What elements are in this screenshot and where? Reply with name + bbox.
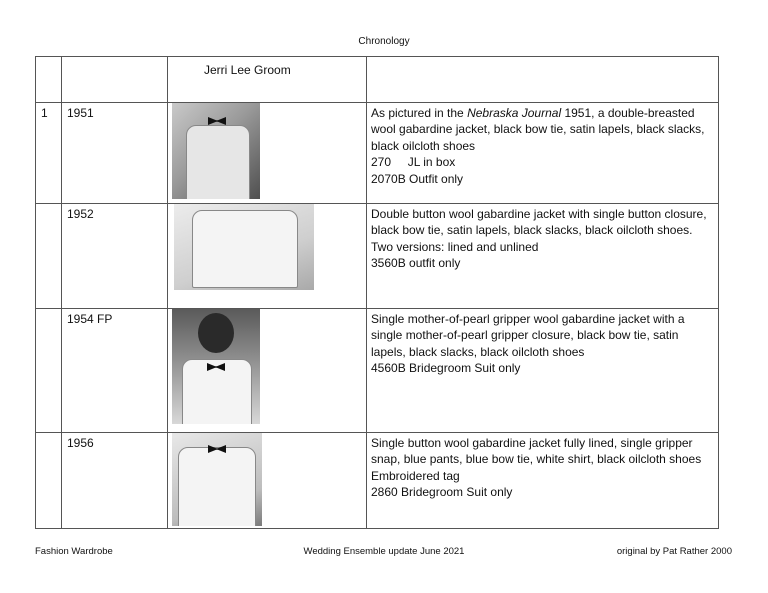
- row-description: [367, 433, 719, 529]
- groom-jacket-photo: [174, 204, 314, 290]
- row-number: 1: [36, 103, 62, 204]
- row-year: 1954 FP: [62, 309, 168, 433]
- row-number: [36, 309, 62, 433]
- page-header-title: Chronology: [358, 36, 410, 47]
- table-row: [36, 204, 719, 309]
- footer-right: original by Pat Rather 2000: [616, 546, 732, 557]
- desc-text: Double button wool gabardine jacket with single button closure, black bow tie, satin lapels, black slacks, black oilcloth shoes. Two versions: lined and unlined: [371, 207, 707, 254]
- table-header-row: [36, 57, 719, 103]
- row-year: 1951: [62, 103, 168, 204]
- desc-text-prefix: As pictured in the: [371, 106, 468, 120]
- jacket-shape: [192, 210, 298, 288]
- row-year: 1952: [62, 204, 168, 309]
- row-number: [36, 433, 62, 529]
- row-description: [367, 103, 719, 204]
- row-description: [367, 204, 719, 309]
- desc-text: Single button wool gabardine jacket fully lined, single gripper snap, blue pants, blue bow tie, white shirt, black oilcloth shoes: [371, 436, 702, 467]
- jacket-shape: [186, 125, 250, 199]
- desc-text: Single mother-of-pearl gripper wool gabardine jacket with a single mother-of-pearl gripper closure, black bow tie, satin lapels, black slacks, black oilcloth shoes: [371, 312, 685, 359]
- desc-line: 2070B Outfit only: [371, 171, 464, 186]
- desc-text-rest: 1951, a double-breasted wool gabardine jacket, black bow tie, satin lapels, black slacks, black oilcloth shoes: [371, 106, 705, 153]
- groom-jacket-photo: [172, 433, 262, 526]
- chronology-table: [35, 56, 719, 529]
- desc-line: Embroidered tag: [371, 468, 460, 483]
- desc-line: 2860 Bridegroom Suit only: [371, 485, 513, 500]
- groom-jacket-photo: [172, 103, 260, 199]
- row-year: 1956: [62, 433, 168, 529]
- table-row: [36, 433, 719, 529]
- footer-left: Fashion Wardrobe: [35, 546, 113, 557]
- table-title: Jerri Lee Groom: [168, 57, 367, 103]
- table-row: [36, 103, 719, 204]
- row-number: [36, 204, 62, 309]
- jacket-shape: [178, 447, 256, 526]
- desc-line: 270 JL in box: [371, 155, 456, 170]
- desc-line: 4560B Bridegroom Suit only: [371, 361, 521, 376]
- desc-italic-title: Nebraska Journal: [467, 106, 562, 120]
- table-row: [36, 309, 719, 433]
- groom-doll-photo: [172, 309, 260, 424]
- doll-head: [198, 313, 234, 353]
- bow-tie-icon: [208, 117, 226, 125]
- jacket-shape: [182, 359, 252, 424]
- row-description: [367, 309, 719, 433]
- desc-line: 3560B outfit only: [371, 256, 461, 271]
- footer-center: Wedding Ensemble update June 2021: [303, 546, 465, 557]
